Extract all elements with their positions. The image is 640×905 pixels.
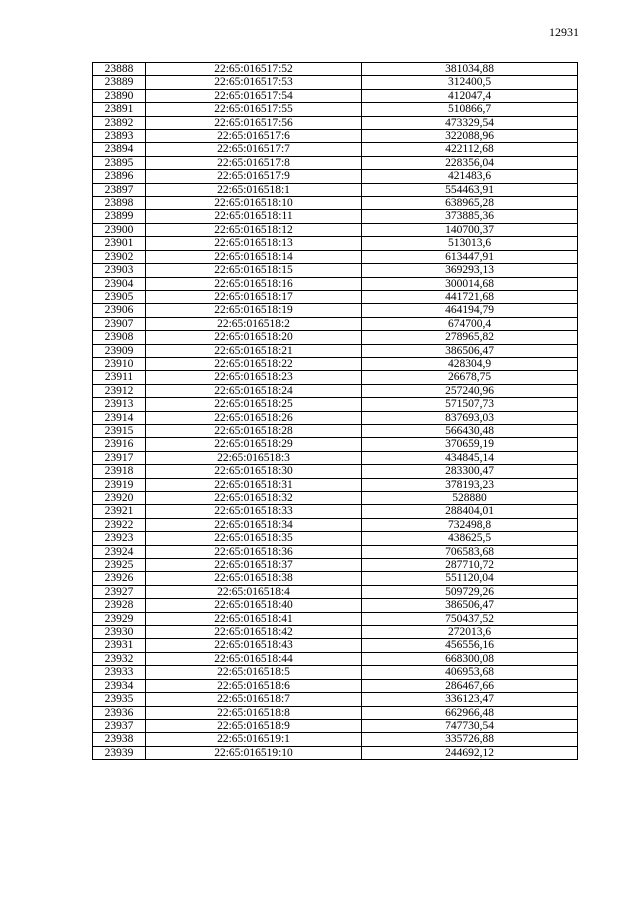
value-cell: 278965,82 <box>362 331 578 344</box>
cadastral-number-cell: 22:65:016518:14 <box>146 250 362 263</box>
cadastral-number-cell: 22:65:016518:42 <box>146 626 362 639</box>
cadastral-number-cell: 22:65:016518:9 <box>146 719 362 732</box>
value-cell: 509729,26 <box>362 585 578 598</box>
cadastral-number-cell: 22:65:016518:13 <box>146 237 362 250</box>
row-number-cell: 23929 <box>93 612 146 625</box>
table-row <box>93 451 578 464</box>
table-row <box>93 317 578 330</box>
table-row <box>93 384 578 397</box>
value-cell: 300014,68 <box>362 277 578 290</box>
row-number-cell: 23890 <box>93 89 146 102</box>
value-cell: 674700,4 <box>362 317 578 330</box>
value-cell: 434845,14 <box>362 451 578 464</box>
cadastral-number-cell: 22:65:016518:29 <box>146 438 362 451</box>
value-cell: 668300,08 <box>362 652 578 665</box>
cadastral-number-cell: 22:65:016518:41 <box>146 612 362 625</box>
row-number-cell: 23922 <box>93 518 146 531</box>
table-row <box>93 183 578 196</box>
value-cell: 26678,75 <box>362 371 578 384</box>
table-row <box>93 505 578 518</box>
value-cell: 510866,7 <box>362 103 578 116</box>
cadastral-number-cell: 22:65:016518:26 <box>146 411 362 424</box>
value-cell: 244692,12 <box>362 746 578 759</box>
value-cell: 286467,66 <box>362 679 578 692</box>
cadastral-number-cell: 22:65:016518:43 <box>146 639 362 652</box>
table-row <box>93 666 578 679</box>
value-cell: 369293,13 <box>362 264 578 277</box>
table-row <box>93 706 578 719</box>
value-cell: 464194,79 <box>362 304 578 317</box>
cadastral-number-cell: 22:65:016518:16 <box>146 277 362 290</box>
data-table <box>92 62 578 760</box>
row-number-cell: 23905 <box>93 290 146 303</box>
cadastral-number-cell: 22:65:016517:55 <box>146 103 362 116</box>
table-row <box>93 545 578 558</box>
value-cell: 456556,16 <box>362 639 578 652</box>
cadastral-number-cell: 22:65:016518:35 <box>146 532 362 545</box>
cadastral-number-cell: 22:65:016518:28 <box>146 424 362 437</box>
table-row <box>93 518 578 531</box>
row-number-cell: 23915 <box>93 424 146 437</box>
value-cell: 566430,48 <box>362 424 578 437</box>
value-cell: 571507,73 <box>362 398 578 411</box>
table-row <box>93 63 578 76</box>
value-cell: 528880 <box>362 492 578 505</box>
value-cell: 336123,47 <box>362 693 578 706</box>
value-cell: 441721,68 <box>362 290 578 303</box>
row-number-cell: 23910 <box>93 357 146 370</box>
row-number-cell: 23935 <box>93 693 146 706</box>
value-cell: 732498,8 <box>362 518 578 531</box>
value-cell: 554463,91 <box>362 183 578 196</box>
table-row <box>93 639 578 652</box>
row-number-cell: 23904 <box>93 277 146 290</box>
table-row <box>93 130 578 143</box>
row-number-cell: 23895 <box>93 156 146 169</box>
row-number-cell: 23923 <box>93 532 146 545</box>
row-number-cell: 23931 <box>93 639 146 652</box>
table-row <box>93 331 578 344</box>
cadastral-number-cell: 22:65:016519:10 <box>146 746 362 759</box>
cadastral-number-cell: 22:65:016518:36 <box>146 545 362 558</box>
value-cell: 283300,47 <box>362 465 578 478</box>
table-row <box>93 371 578 384</box>
row-number-cell: 23894 <box>93 143 146 156</box>
table-row <box>93 465 578 478</box>
row-number-cell: 23916 <box>93 438 146 451</box>
value-cell: 386506,47 <box>362 599 578 612</box>
table-body <box>93 63 578 760</box>
row-number-cell: 23925 <box>93 559 146 572</box>
table-row <box>93 585 578 598</box>
row-number-cell: 23937 <box>93 719 146 732</box>
row-number-cell: 23919 <box>93 478 146 491</box>
row-number-cell: 23903 <box>93 264 146 277</box>
value-cell: 428304,9 <box>362 357 578 370</box>
table-row <box>93 103 578 116</box>
cadastral-number-cell: 22:65:016518:23 <box>146 371 362 384</box>
table-row <box>93 626 578 639</box>
table-row <box>93 89 578 102</box>
table-row <box>93 492 578 505</box>
value-cell: 747730,54 <box>362 719 578 732</box>
value-cell: 140700,37 <box>362 223 578 236</box>
cadastral-number-cell: 22:65:016518:25 <box>146 398 362 411</box>
cadastral-number-cell: 22:65:016518:12 <box>146 223 362 236</box>
table-row <box>93 76 578 89</box>
cadastral-number-cell: 22:65:016518:4 <box>146 585 362 598</box>
table-row <box>93 612 578 625</box>
cadastral-number-cell: 22:65:016518:20 <box>146 331 362 344</box>
cadastral-number-cell: 22:65:016518:21 <box>146 344 362 357</box>
table-row <box>93 733 578 746</box>
value-cell: 662966,48 <box>362 706 578 719</box>
value-cell: 421483,6 <box>362 170 578 183</box>
value-cell: 422112,68 <box>362 143 578 156</box>
value-cell: 322088,96 <box>362 130 578 143</box>
cadastral-number-cell: 22:65:016518:15 <box>146 264 362 277</box>
cadastral-number-cell: 22:65:016519:1 <box>146 733 362 746</box>
table-row <box>93 357 578 370</box>
value-cell: 551120,04 <box>362 572 578 585</box>
cadastral-number-cell: 22:65:016518:8 <box>146 706 362 719</box>
value-cell: 638965,28 <box>362 197 578 210</box>
row-number-cell: 23911 <box>93 371 146 384</box>
row-number-cell: 23913 <box>93 398 146 411</box>
row-number-cell: 23892 <box>93 116 146 129</box>
row-number-cell: 23920 <box>93 492 146 505</box>
value-cell: 272013,6 <box>362 626 578 639</box>
cadastral-number-cell: 22:65:016518:33 <box>146 505 362 518</box>
row-number-cell: 23897 <box>93 183 146 196</box>
cadastral-number-cell: 22:65:016518:44 <box>146 652 362 665</box>
table-row <box>93 210 578 223</box>
row-number-cell: 23908 <box>93 331 146 344</box>
cadastral-number-cell: 22:65:016517:6 <box>146 130 362 143</box>
cadastral-number-cell: 22:65:016518:11 <box>146 210 362 223</box>
row-number-cell: 23926 <box>93 572 146 585</box>
value-cell: 412047,4 <box>362 89 578 102</box>
value-cell: 706583,68 <box>362 545 578 558</box>
value-cell: 406953,68 <box>362 666 578 679</box>
row-number-cell: 23893 <box>93 130 146 143</box>
value-cell: 473329,54 <box>362 116 578 129</box>
cadastral-number-cell: 22:65:016518:17 <box>146 290 362 303</box>
row-number-cell: 23896 <box>93 170 146 183</box>
table-row <box>93 719 578 732</box>
table-row <box>93 746 578 759</box>
row-number-cell: 23934 <box>93 679 146 692</box>
row-number-cell: 23909 <box>93 344 146 357</box>
value-cell: 287710,72 <box>362 559 578 572</box>
cadastral-number-cell: 22:65:016518:6 <box>146 679 362 692</box>
row-number-cell: 23924 <box>93 545 146 558</box>
row-number-cell: 23899 <box>93 210 146 223</box>
table-row <box>93 237 578 250</box>
table-row <box>93 143 578 156</box>
table-row <box>93 290 578 303</box>
value-cell: 381034,88 <box>362 63 578 76</box>
row-number-cell: 23898 <box>93 197 146 210</box>
table-row <box>93 599 578 612</box>
table-row <box>93 398 578 411</box>
cadastral-number-cell: 22:65:016518:5 <box>146 666 362 679</box>
value-cell: 750437,52 <box>362 612 578 625</box>
row-number-cell: 23918 <box>93 465 146 478</box>
cadastral-number-cell: 22:65:016518:2 <box>146 317 362 330</box>
cadastral-number-cell: 22:65:016517:52 <box>146 63 362 76</box>
row-number-cell: 23928 <box>93 599 146 612</box>
cadastral-number-cell: 22:65:016518:34 <box>146 518 362 531</box>
value-cell: 438625,5 <box>362 532 578 545</box>
cadastral-number-cell: 22:65:016518:38 <box>146 572 362 585</box>
value-cell: 613447,91 <box>362 250 578 263</box>
cadastral-number-cell: 22:65:016518:30 <box>146 465 362 478</box>
cadastral-number-cell: 22:65:016518:19 <box>146 304 362 317</box>
table-row <box>93 559 578 572</box>
cadastral-number-cell: 22:65:016518:1 <box>146 183 362 196</box>
value-cell: 373885,36 <box>362 210 578 223</box>
table-row <box>93 693 578 706</box>
row-number-cell: 23888 <box>93 63 146 76</box>
row-number-cell: 23936 <box>93 706 146 719</box>
table-row <box>93 264 578 277</box>
value-cell: 837693,03 <box>362 411 578 424</box>
row-number-cell: 23932 <box>93 652 146 665</box>
row-number-cell: 23921 <box>93 505 146 518</box>
cadastral-number-cell: 22:65:016518:10 <box>146 197 362 210</box>
row-number-cell: 23912 <box>93 384 146 397</box>
table-row <box>93 197 578 210</box>
table-row <box>93 652 578 665</box>
row-number-cell: 23938 <box>93 733 146 746</box>
table-row <box>93 438 578 451</box>
table-row <box>93 116 578 129</box>
value-cell: 513013,6 <box>362 237 578 250</box>
row-number-cell: 23939 <box>93 746 146 759</box>
row-number-cell: 23933 <box>93 666 146 679</box>
table-row <box>93 679 578 692</box>
table-row <box>93 532 578 545</box>
row-number-cell: 23917 <box>93 451 146 464</box>
cadastral-number-cell: 22:65:016517:54 <box>146 89 362 102</box>
cadastral-number-cell: 22:65:016518:40 <box>146 599 362 612</box>
row-number-cell: 23901 <box>93 237 146 250</box>
table-row <box>93 424 578 437</box>
cadastral-number-cell: 22:65:016518:3 <box>146 451 362 464</box>
value-cell: 378193,23 <box>362 478 578 491</box>
cadastral-number-cell: 22:65:016518:22 <box>146 357 362 370</box>
table-row <box>93 156 578 169</box>
value-cell: 257240,96 <box>362 384 578 397</box>
cadastral-number-cell: 22:65:016517:56 <box>146 116 362 129</box>
row-number-cell: 23927 <box>93 585 146 598</box>
table-row <box>93 250 578 263</box>
cadastral-number-cell: 22:65:016518:7 <box>146 693 362 706</box>
value-cell: 288404,01 <box>362 505 578 518</box>
row-number-cell: 23930 <box>93 626 146 639</box>
table-row <box>93 478 578 491</box>
row-number-cell: 23907 <box>93 317 146 330</box>
value-cell: 228356,04 <box>362 156 578 169</box>
table-row <box>93 411 578 424</box>
table-row <box>93 572 578 585</box>
row-number-cell: 23902 <box>93 250 146 263</box>
table-row <box>93 304 578 317</box>
value-cell: 386506,47 <box>362 344 578 357</box>
cadastral-number-cell: 22:65:016518:37 <box>146 559 362 572</box>
value-cell: 370659,19 <box>362 438 578 451</box>
value-cell: 335726,88 <box>362 733 578 746</box>
value-cell: 312400,5 <box>362 76 578 89</box>
cadastral-number-cell: 22:65:016517:9 <box>146 170 362 183</box>
row-number-cell: 23900 <box>93 223 146 236</box>
table-row <box>93 277 578 290</box>
row-number-cell: 23906 <box>93 304 146 317</box>
table-row <box>93 223 578 236</box>
cadastral-number-cell: 22:65:016517:7 <box>146 143 362 156</box>
page-number: 12931 <box>549 25 579 39</box>
table-row <box>93 170 578 183</box>
row-number-cell: 23889 <box>93 76 146 89</box>
row-number-cell: 23914 <box>93 411 146 424</box>
cadastral-number-cell: 22:65:016517:8 <box>146 156 362 169</box>
cadastral-number-cell: 22:65:016518:31 <box>146 478 362 491</box>
cadastral-number-cell: 22:65:016518:24 <box>146 384 362 397</box>
cadastral-number-cell: 22:65:016517:53 <box>146 76 362 89</box>
table-row <box>93 344 578 357</box>
cadastral-number-cell: 22:65:016518:32 <box>146 492 362 505</box>
row-number-cell: 23891 <box>93 103 146 116</box>
